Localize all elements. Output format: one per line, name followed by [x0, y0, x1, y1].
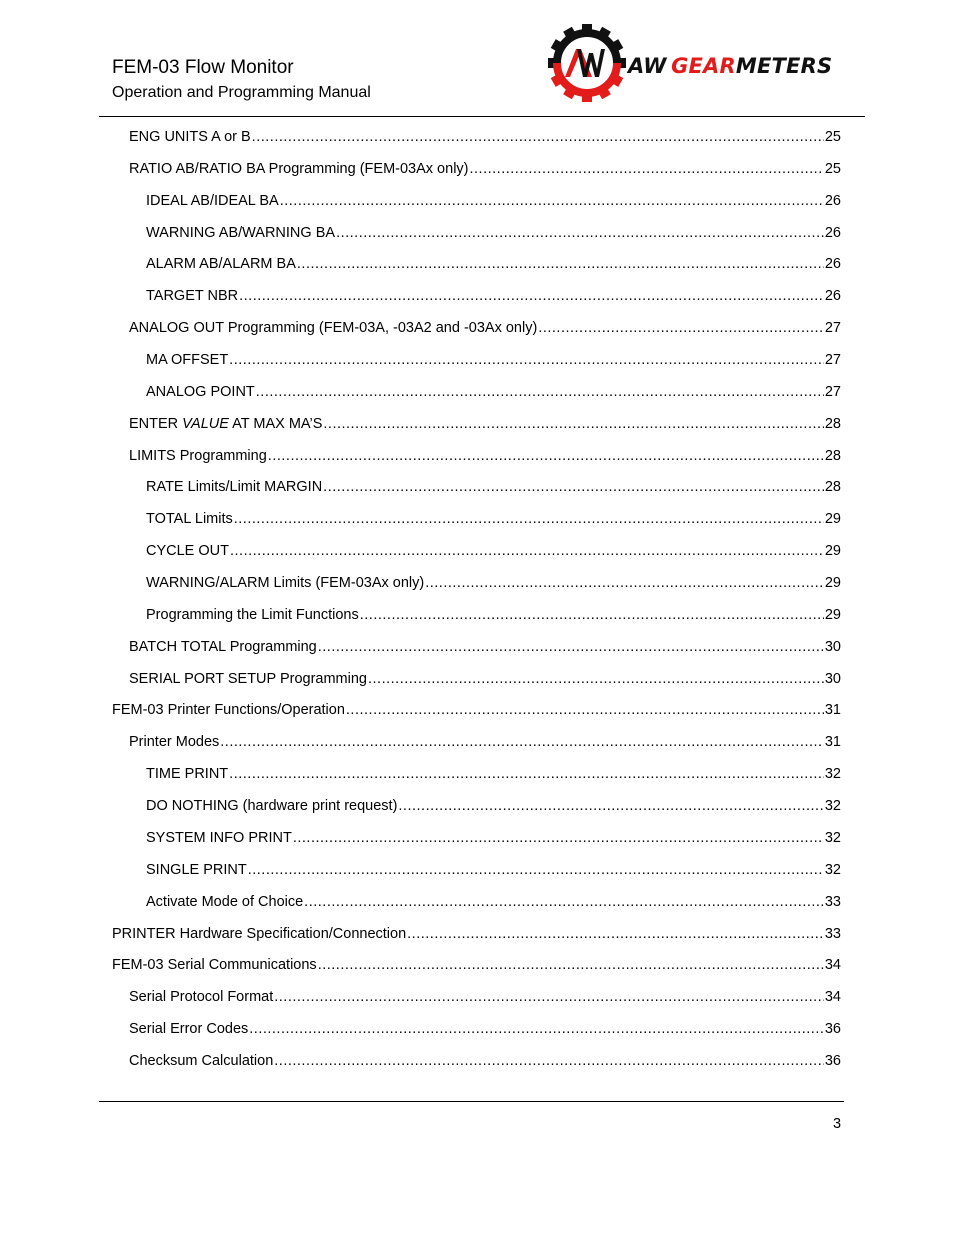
footer-rule: [99, 1101, 844, 1102]
toc-entry-page: 26: [824, 225, 841, 241]
toc-entry-page: 25: [824, 161, 841, 177]
toc-entry-page: 34: [824, 989, 841, 1005]
toc-entry-label: SYSTEM INFO PRINT: [146, 830, 292, 846]
gear-logo-icon: [546, 22, 628, 104]
toc-entry-page: 25: [824, 129, 841, 145]
toc-entry[interactable]: [129, 988, 841, 1006]
toc-entry-page: 36: [824, 1053, 841, 1069]
toc-dot-leader: [318, 638, 824, 656]
toc-entry-page: 34: [824, 957, 841, 973]
toc-entry-page: 28: [824, 448, 841, 464]
toc-entry-label: TOTAL Limits: [146, 511, 233, 527]
toc-entry[interactable]: [146, 383, 841, 401]
toc-entry-label: PRINTER Hardware Specification/Connection: [112, 926, 407, 942]
toc-dot-leader: [368, 670, 824, 688]
toc-entry[interactable]: [146, 287, 841, 305]
toc-entry-page: 32: [824, 766, 841, 782]
toc-dot-leader: [248, 861, 824, 879]
toc-entry[interactable]: [112, 701, 841, 719]
toc-entry-label: TIME PRINT: [146, 766, 229, 782]
toc-dot-leader: [336, 224, 824, 242]
toc-entry[interactable]: [129, 1020, 841, 1038]
toc-entry-label: TARGET NBR: [146, 288, 239, 304]
document-title: FEM-03 Flow Monitor: [112, 57, 294, 78]
toc-dot-leader: [256, 383, 824, 401]
toc-dot-leader: [268, 447, 824, 465]
toc-dot-leader: [234, 510, 824, 528]
toc-entry[interactable]: [146, 606, 841, 624]
toc-entry-page: 26: [824, 256, 841, 272]
toc-entry-label: Activate Mode of Choice: [146, 894, 304, 910]
toc-entry[interactable]: [146, 829, 841, 847]
toc-entry-page: 36: [824, 1021, 841, 1037]
toc-entry-label: FEM-03 Printer Functions/Operation: [112, 702, 345, 718]
toc-entry[interactable]: [129, 415, 841, 433]
toc-entry-label: Printer Modes: [129, 734, 220, 750]
toc-dot-leader: [297, 255, 824, 273]
header-rule: [99, 116, 865, 117]
toc-entry[interactable]: [129, 128, 841, 146]
toc-entry-label-post: AT MAX MA’S: [228, 416, 323, 432]
logo-wordmark: [628, 54, 832, 78]
toc-entry[interactable]: [146, 255, 841, 273]
toc-dot-leader: [318, 956, 824, 974]
toc-entry[interactable]: [129, 319, 841, 337]
toc-entry-page: 28: [824, 416, 841, 432]
toc-dot-leader: [249, 1020, 824, 1038]
toc-entry-label: FEM-03 Serial Communications: [112, 957, 317, 973]
toc-entry-label: Serial Protocol Format: [129, 989, 274, 1005]
toc-dot-leader: [360, 606, 824, 624]
toc-entry-label: MA OFFSET: [146, 352, 229, 368]
toc-entry-page: 29: [824, 575, 841, 591]
toc-entry[interactable]: [129, 733, 841, 751]
toc-entry-label: ANALOG OUT Programming (FEM-03A, -03A2 and -03Ax only): [129, 320, 538, 336]
toc-entry-label: BATCH TOTAL Programming: [129, 639, 317, 655]
toc-entry-label: ANALOG POINT: [146, 384, 255, 400]
toc-entry[interactable]: [112, 925, 841, 943]
toc-entry-page: 29: [824, 607, 841, 623]
toc-entry[interactable]: [129, 638, 841, 656]
toc-entry[interactable]: [146, 510, 841, 528]
toc-entry-page: 27: [824, 384, 841, 400]
toc-dot-leader: [323, 478, 824, 496]
page-number: 3: [833, 1116, 842, 1132]
toc-entry-page: 30: [824, 671, 841, 687]
toc-entry[interactable]: [146, 574, 841, 592]
toc-entry-page: 27: [824, 352, 841, 368]
toc-entry-label: WARNING/ALARM Limits (FEM-03Ax only): [146, 575, 425, 591]
toc-entry-label: SERIAL PORT SETUP Programming: [129, 671, 367, 687]
toc-entry-page: 32: [824, 830, 841, 846]
toc-dot-leader: [230, 542, 824, 560]
toc-entry[interactable]: [146, 351, 841, 369]
toc-dot-leader: [229, 351, 824, 369]
toc-entry[interactable]: [146, 192, 841, 210]
toc-entry-page: 29: [824, 511, 841, 527]
toc-entry-page: 28: [824, 479, 841, 495]
toc-entry-label: ALARM AB/ALARM BA: [146, 256, 296, 272]
toc-entry-label: Programming the Limit Functions: [146, 607, 359, 623]
toc-entry-page: 32: [824, 798, 841, 814]
toc-entry-page: 32: [824, 862, 841, 878]
toc-entry[interactable]: [146, 765, 841, 783]
toc-entry-label: IDEAL AB/IDEAL BA: [146, 193, 279, 209]
toc-entry[interactable]: [112, 956, 841, 974]
toc-entry-label-pre: ENTER: [129, 416, 183, 432]
toc-entry-page: 33: [824, 926, 841, 942]
toc-entry[interactable]: [146, 478, 841, 496]
logo-text-aw: AW: [628, 54, 667, 78]
toc-entry[interactable]: [146, 224, 841, 242]
toc-entry[interactable]: [129, 670, 841, 688]
toc-dot-leader: [220, 733, 824, 751]
document-subtitle: Operation and Programming Manual: [112, 84, 371, 101]
toc-entry[interactable]: [129, 160, 841, 178]
toc-entry-label: SINGLE PRINT: [146, 862, 247, 878]
toc-entry[interactable]: [129, 1052, 841, 1070]
toc-entry-page: 26: [824, 288, 841, 304]
toc-entry[interactable]: [146, 893, 841, 911]
toc-entry-page: 30: [824, 639, 841, 655]
toc-dot-leader: [274, 1052, 824, 1070]
toc-dot-leader: [304, 893, 824, 911]
toc-dot-leader: [398, 797, 823, 815]
toc-dot-leader: [470, 160, 824, 178]
toc-dot-leader: [538, 319, 824, 337]
toc-dot-leader: [239, 287, 824, 305]
toc-dot-leader: [280, 192, 824, 210]
toc-entry-label: Checksum Calculation: [129, 1053, 274, 1069]
toc-entry-label: WARNING AB/WARNING BA: [146, 225, 336, 241]
toc-entry-label: RATE Limits/Limit MARGIN: [146, 479, 323, 495]
toc-entry-label: Serial Error Codes: [129, 1021, 249, 1037]
toc-entry-label: RATIO AB/RATIO BA Programming (FEM-03Ax only): [129, 161, 469, 177]
toc-entry[interactable]: [146, 542, 841, 560]
toc-entry-page: 29: [824, 543, 841, 559]
toc-entry-label: [129, 415, 322, 433]
logo-text-gear: GEAR: [671, 54, 736, 78]
toc-entry[interactable]: [146, 861, 841, 879]
aw-gear-meters-logo: [546, 22, 836, 104]
toc-entry-label: CYCLE OUT: [146, 543, 229, 559]
toc-entry-label-emphasis: VALUE: [182, 416, 229, 432]
toc-dot-leader: [346, 701, 824, 719]
toc-entry-label: ENG UNITS A or B: [129, 129, 251, 145]
toc-dot-leader: [252, 128, 824, 146]
toc-entry-page: 33: [824, 894, 841, 910]
toc-entry[interactable]: [129, 447, 841, 465]
toc-entry-label: LIMITS Programming: [129, 448, 267, 464]
toc-dot-leader: [229, 765, 824, 783]
toc-dot-leader: [323, 415, 823, 433]
toc-entry[interactable]: [146, 797, 841, 815]
toc-entry-page: 31: [824, 702, 841, 718]
toc-dot-leader: [425, 574, 824, 592]
logo-text-meters: METERS: [735, 54, 833, 78]
toc-dot-leader: [293, 829, 824, 847]
toc-entry-label: DO NOTHING (hardware print request): [146, 798, 398, 814]
toc-entry-page: 27: [824, 320, 841, 336]
toc-entry-page: 26: [824, 193, 841, 209]
toc-dot-leader: [407, 925, 824, 943]
toc-entry-page: 31: [824, 734, 841, 750]
toc-dot-leader: [274, 988, 824, 1006]
